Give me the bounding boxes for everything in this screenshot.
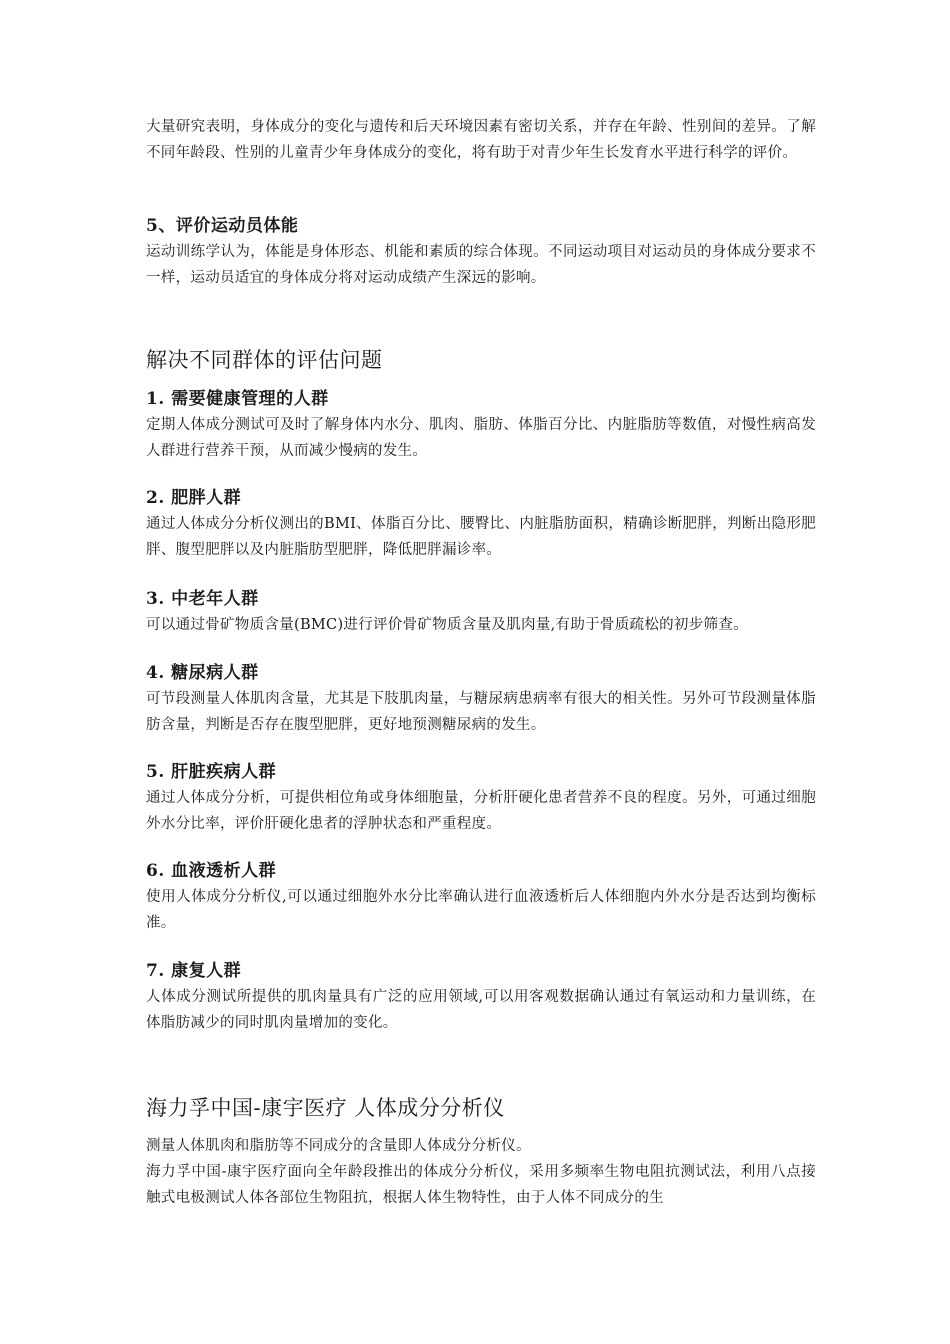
group-item [146,959,816,1036]
group-item-title: 5. 肝脏疾病人群 [146,762,277,782]
group-item-text: 使用人体成分分析仪,可以通过细胞外水分比率确认进行血液透析后人体细胞内外水分是否达到均衡标准。 [146,889,816,931]
athlete-title: 5、评价运动员体能 [146,216,299,236]
group-item-text: 定期人体成分测试可及时了解身体内水分、肌肉、脂肪、体脂百分比、内脏脂肪等数值，对慢性病高发人群进行营养干预，从而减少慢病的发生。 [146,417,816,459]
group-item [146,859,816,936]
group-item-text: 通过人体成分分析，可提供相位角或身体细胞量，分析肝硬化患者营养不良的程度。另外，可通过细胞外水分比率，评价肝硬化患者的浮肿状态和严重程度。 [146,790,816,832]
group-item-text: 通过人体成分分析仪测出的BMI、体脂百分比、腰臀比、内脏脂肪面积，精确诊断肥胖，判断出隐形肥胖、腹型肥胖以及内脏脂肪型肥胖，降低肥胖漏诊率。 [146,516,816,558]
group-item-title: 2. 肥胖人群 [146,488,242,508]
group-item [146,486,816,563]
product-section [146,1093,816,1211]
product-line-1: 测量人体肌肉和脂肪等不同成分的含量即人体成分分析仪。 [146,1138,531,1154]
group-item [146,587,816,638]
group-item [146,387,816,464]
product-heading: 海力孚中国-康宇医疗 人体成分分析仪 [146,1096,505,1120]
intro-section [146,114,816,166]
group-item [146,661,816,738]
group-item [146,760,816,837]
group-item-title: 7. 康复人群 [146,961,242,981]
athlete-paragraph: 运动训练学认为，体能是身体形态、机能和素质的综合体现。不同运动项目对运动员的身体成分要求不一样，运动员适宜的身体成分将对运动成绩产生深远的影响。 [146,244,816,286]
athlete-section [146,214,816,291]
group-item-title: 1. 需要健康管理的人群 [146,389,329,409]
group-item-title: 3. 中老年人群 [146,589,259,609]
groups-heading: 解决不同群体的评估问题 [146,348,383,372]
group-item-title: 6. 血液透析人群 [146,861,277,881]
group-item-title: 4. 糖尿病人群 [146,663,259,683]
group-item-text: 可以通过骨矿物质含量(BMC)进行评价骨矿物质含量及肌肉量,有助于骨质疏松的初步筛查。 [146,617,748,633]
group-item-text: 人体成分测试所提供的肌肉量具有广泛的应用领域,可以用客观数据确认通过有氧运动和力量训练，在体脂肪减少的同时肌肉量增加的变化。 [146,989,816,1031]
groups-heading-block [146,345,816,375]
product-line-2: 海力孚中国-康宇医疗面向全年龄段推出的体成分分析仪，采用多频率生物电阻抗测试法，利用八点接触式电极测试人体各部位生物阻抗，根据人体生物特性，由于人体不同成分的生 [146,1164,816,1206]
group-item-text: 可节段测量人体肌肉含量，尤其是下肢肌肉量，与糖尿病患病率有很大的相关性。另外可节段测量体脂肪含量，判断是否存在腹型肥胖，更好地预测糖尿病的发生。 [146,691,816,733]
intro-paragraph: 大量研究表明，身体成分的变化与遗传和后天环境因素有密切关系，并存在年龄、性别间的差异。了解不同年龄段、性别的儿童青少年身体成分的变化，将有助于对青少年生长发育水平进行科学的评价。 [146,119,816,161]
